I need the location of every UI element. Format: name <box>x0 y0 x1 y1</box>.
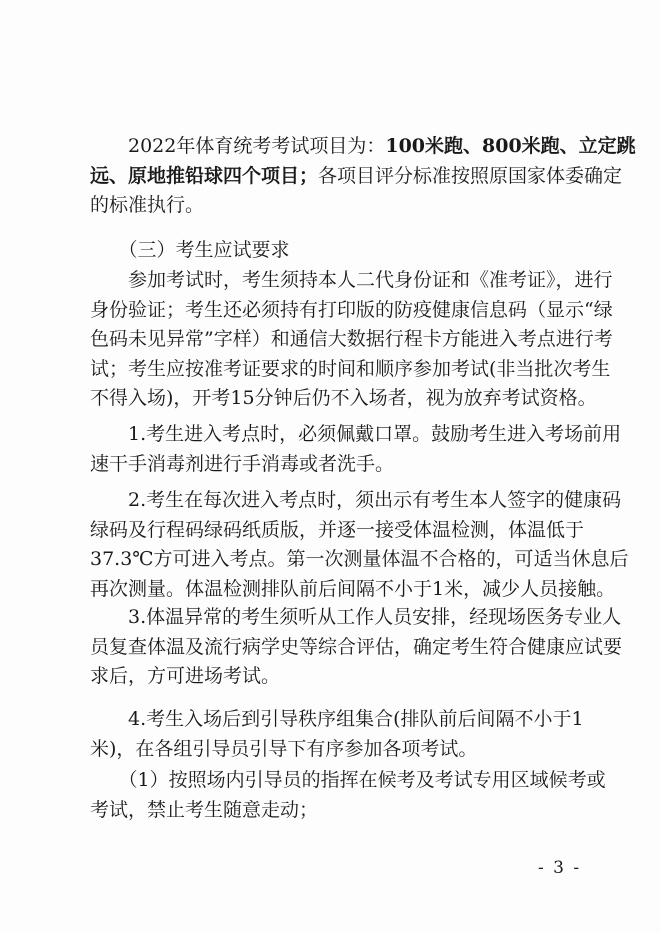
page-number: - 3 - <box>538 858 582 878</box>
text-line <box>90 355 611 385</box>
text-run: 员复查体温及流行病学史等综合评估，确定考生符合健康应试要 <box>90 635 623 658</box>
text-run: 求后，方可进场考试。 <box>90 665 281 687</box>
paragraph <box>90 705 590 764</box>
text-line <box>90 384 597 414</box>
text-line <box>90 420 622 450</box>
text-line <box>90 575 616 605</box>
paragraph <box>90 132 636 221</box>
paragraph <box>90 420 622 479</box>
bold-text-run: 远、原地推铅球四个项目； <box>90 164 319 187</box>
paragraph <box>90 766 606 825</box>
text-run: 1.考生进入考点时，必须佩戴口罩。鼓励考生进入考场前用 <box>90 423 622 445</box>
text-line <box>90 450 590 480</box>
text-line <box>90 705 590 735</box>
text-line <box>90 662 590 692</box>
text-run: （三）考生应试要求 <box>90 239 290 261</box>
text-line <box>90 735 590 765</box>
paragraph <box>90 603 623 692</box>
text-run: 2022年体育统考考试项目为： <box>90 135 386 157</box>
text-line <box>90 296 613 326</box>
text-line <box>90 603 622 633</box>
text-line <box>90 236 590 266</box>
text-line <box>90 325 613 355</box>
text-line <box>90 545 629 575</box>
text-run: 的标准执行。 <box>90 194 205 216</box>
text-run: 2.考生在每次进入考点时，须出示有考生本人签字的健康码 <box>90 489 622 511</box>
paragraph <box>90 486 629 604</box>
text-run: 参加考试时，考生须持本人二代身份证和《准考证》，进行 <box>90 269 613 291</box>
text-run: 再次测量。体温检测排队前后间隔不小于1米，减少人员接触。 <box>90 577 616 600</box>
paragraph <box>90 236 590 266</box>
bold-text-run: 100米跑、800米跑、立定跳 <box>385 135 636 157</box>
text-run: 4.考生入场后到引导秩序组集合(排队前后间隔不小于1 <box>90 708 584 730</box>
text-run: （1）按照场内引导员的指挥在候考及考试专用区域候考或 <box>90 769 606 791</box>
text-run: 考试，禁止考生随意走动； <box>90 798 319 821</box>
text-run: 试；考生应按准考证要求的时间和顺序参加考试(非当批次考生 <box>90 357 611 380</box>
text-line <box>90 266 613 296</box>
text-run: 身份验证；考生还必须持有打印版的防疫健康信息码（显示“绿 <box>90 298 613 321</box>
text-line <box>90 796 590 826</box>
text-line <box>90 766 606 796</box>
text-run: 37.3℃方可进入考点。第一次测量体温不合格的，可适当休息后 <box>90 548 629 570</box>
text-line <box>90 162 623 192</box>
text-run: 绿码及行程码绿码纸质版，并逐一接受体温检测，体温低于 <box>90 518 585 541</box>
text-line <box>90 191 590 221</box>
text-run: 3.体温异常的考生须听从工作人员安排，经现场医务专业人 <box>90 606 622 628</box>
text-run: 各项目评分标准按照原国家体委确定 <box>318 164 623 187</box>
text-line <box>90 633 623 663</box>
text-line <box>90 132 636 162</box>
paragraph <box>90 266 613 414</box>
text-run: 不得入场)，开考15分钟后仍不入场者，视为放弃考试资格。 <box>90 387 597 409</box>
text-line <box>90 486 622 516</box>
text-run: 米)，在各组引导员引导下有序参加各项考试。 <box>90 737 478 760</box>
text-line <box>90 516 590 546</box>
text-run: 色码未见异常”字样）和通信大数据行程卡方能进入考点进行考 <box>90 328 613 350</box>
text-run: 速干手消毒剂进行手消毒或者洗手。 <box>90 452 395 475</box>
